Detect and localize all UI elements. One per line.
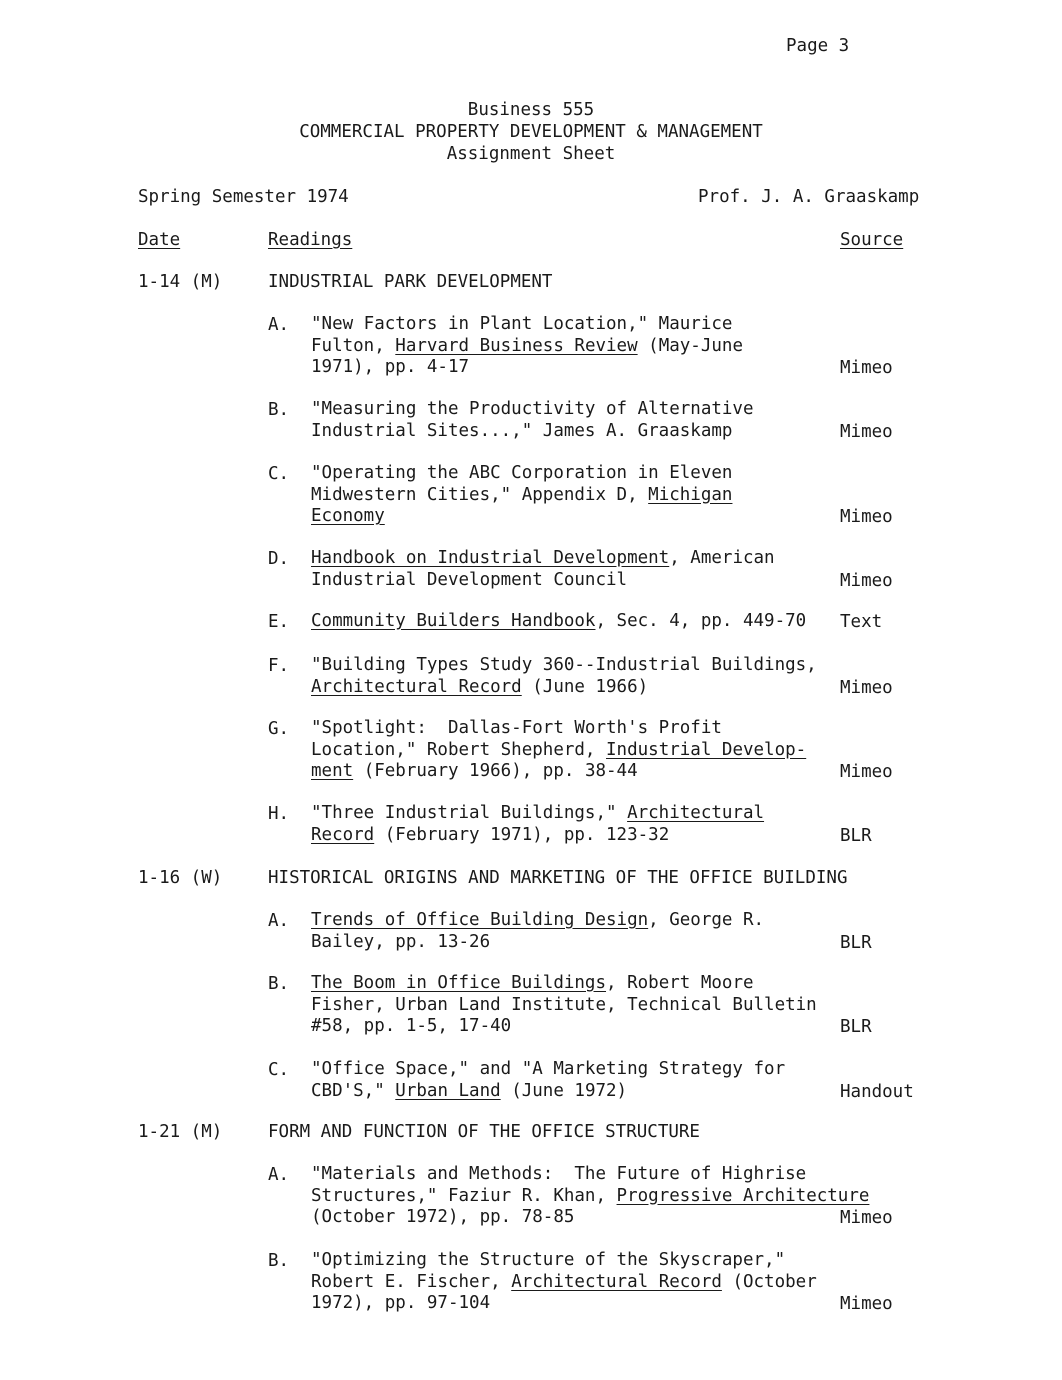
reading-citation [311, 973, 817, 1038]
citation-title-underlined: Community Builders Handbook [311, 611, 596, 631]
reading-letter: F. [268, 656, 290, 676]
column-header-date: Date [138, 230, 181, 250]
reading-letter: D. [268, 549, 290, 569]
course-title: COMMERCIAL PROPERTY DEVELOPMENT & MANAGEMENT [299, 122, 763, 142]
citation-text: , George R. Bailey, pp. 13-26 [311, 910, 765, 952]
reading-source: BLR [840, 825, 872, 846]
citation-title-underlined: Architectural Record [511, 1271, 722, 1292]
session-topic: INDUSTRIAL PARK DEVELOPMENT [268, 272, 553, 292]
session-topic: HISTORICAL ORIGINS AND MARKETING OF THE OFFICE BUILDING [268, 868, 848, 888]
reading-source: Mimeo [840, 358, 893, 378]
citation-text: "Materials and Methods: The Future of Highrise Structures," Faziur R. Khan, [311, 1164, 807, 1206]
citation-text: , American Industrial Development Council [311, 548, 775, 590]
reading-citation [311, 399, 754, 442]
reading-citation [311, 463, 732, 528]
session-date: 1-16 (W) [138, 868, 223, 888]
column-header-readings: Readings [268, 230, 353, 250]
reading-source: Mimeo [840, 677, 893, 698]
citation-title-underlined: ment [311, 761, 354, 781]
reading-letter: B. [268, 1251, 290, 1271]
reading-letter: A. [268, 1165, 290, 1185]
document-type: Assignment Sheet [446, 144, 616, 164]
reading-citation [311, 718, 806, 783]
citation-text: "Building Types Study 360--Industrial Buildings, [311, 655, 817, 675]
citation-text: (October 1972), pp. 97-104 [311, 1271, 817, 1313]
reading-citation [311, 611, 806, 633]
session-topic: FORM AND FUNCTION OF THE OFFICE STRUCTURE [268, 1122, 700, 1142]
citation-text: "New Factors in Plant Location," Maurice Fulton, [311, 314, 733, 356]
citation-title-underlined: Progressive Architecture [616, 1185, 870, 1206]
reading-citation [311, 803, 764, 846]
reading-letter: G. [268, 719, 290, 739]
citation-text: (February 1966), pp. 38-44 [353, 761, 638, 781]
reading-source: Handout [840, 1081, 914, 1102]
reading-letter: B. [268, 400, 290, 420]
citation-text: "Measuring the Productivity of Alternative Industrial Sites...," James A. Graaskamp [311, 399, 754, 441]
citation-title-underlined: Harvard Business Review [395, 335, 638, 356]
reading-letter: A. [268, 911, 290, 931]
professor: Prof. J. A. Graaskamp [698, 187, 920, 207]
reading-letter: E. [268, 612, 290, 632]
citation-text: , Robert Moore Fisher, Urban Land Institute, Technical Bulletin #58, pp. 1-5, 17-40 [311, 973, 817, 1036]
citation-title-underlined: Architectural [627, 803, 765, 823]
citation-text: "Three Industrial Buildings," [311, 803, 628, 823]
reading-citation [311, 1059, 785, 1102]
citation-title-underlined: Economy [311, 506, 385, 526]
semester: Spring Semester 1974 [138, 187, 349, 207]
reading-source: Mimeo [840, 762, 893, 782]
reading-letter: H. [268, 804, 290, 824]
reading-citation [311, 655, 817, 698]
reading-source: BLR [840, 1017, 872, 1037]
reading-source: Mimeo [840, 507, 893, 527]
reading-citation [311, 1164, 869, 1229]
reading-citation [311, 548, 775, 591]
reading-source: Mimeo [840, 570, 893, 591]
citation-text: "Office Space," and "A Marketing Strategy for CBD'S," [311, 1059, 786, 1101]
reading-citation [311, 1250, 817, 1315]
citation-title-underlined: Trends of Office Building Design [311, 910, 649, 930]
reading-source: Text [840, 612, 883, 632]
reading-letter: C. [268, 1060, 290, 1080]
citation-text: (October 1972), pp. 78-85 [311, 1207, 575, 1227]
reading-source: Mimeo [840, 1294, 893, 1314]
citation-title-underlined: Record [311, 824, 375, 845]
citation-text: (February 1971), pp. 123-32 [374, 824, 670, 845]
citation-title-underlined: Industrial Develop- [606, 739, 807, 760]
session-date: 1-14 (M) [138, 272, 223, 292]
reading-letter: C. [268, 464, 290, 484]
citation-text: "Optimizing the Structure of the Skyscraper," Robert E. Fischer, [311, 1250, 786, 1292]
citation-title-underlined: Michigan [648, 484, 733, 505]
reading-source: BLR [840, 932, 872, 953]
citation-title-underlined: Urban Land [395, 1080, 501, 1101]
page-number: Page 3 [786, 36, 850, 56]
citation-title-underlined: Architectural Record [311, 676, 522, 697]
course-number: Business 555 [467, 100, 595, 120]
citation-text: (May-June 1971), pp. 4-17 [311, 335, 743, 377]
citation-text: , Sec. 4, pp. 449-70 [595, 611, 807, 631]
session-date: 1-21 (M) [138, 1122, 223, 1142]
reading-source: Mimeo [840, 421, 893, 442]
reading-source: Mimeo [840, 1208, 893, 1228]
citation-text: (June 1966) [521, 676, 649, 697]
citation-text: "Operating the ABC Corporation in Eleven Midwestern Cities," Appendix D, [311, 463, 733, 505]
citation-title-underlined: Handbook on Industrial Development [311, 548, 670, 568]
column-header-source: Source [840, 230, 904, 250]
citation-text: (June 1972) [500, 1080, 628, 1101]
reading-citation [311, 314, 743, 379]
citation-title-underlined: The Boom in Office Buildings [311, 973, 607, 993]
reading-letter: B. [268, 974, 290, 994]
reading-citation [311, 910, 764, 953]
citation-text: "Spotlight: Dallas-Fort Worth's Profit Location," Robert Shepherd, [311, 718, 722, 760]
reading-letter: A. [268, 315, 290, 335]
